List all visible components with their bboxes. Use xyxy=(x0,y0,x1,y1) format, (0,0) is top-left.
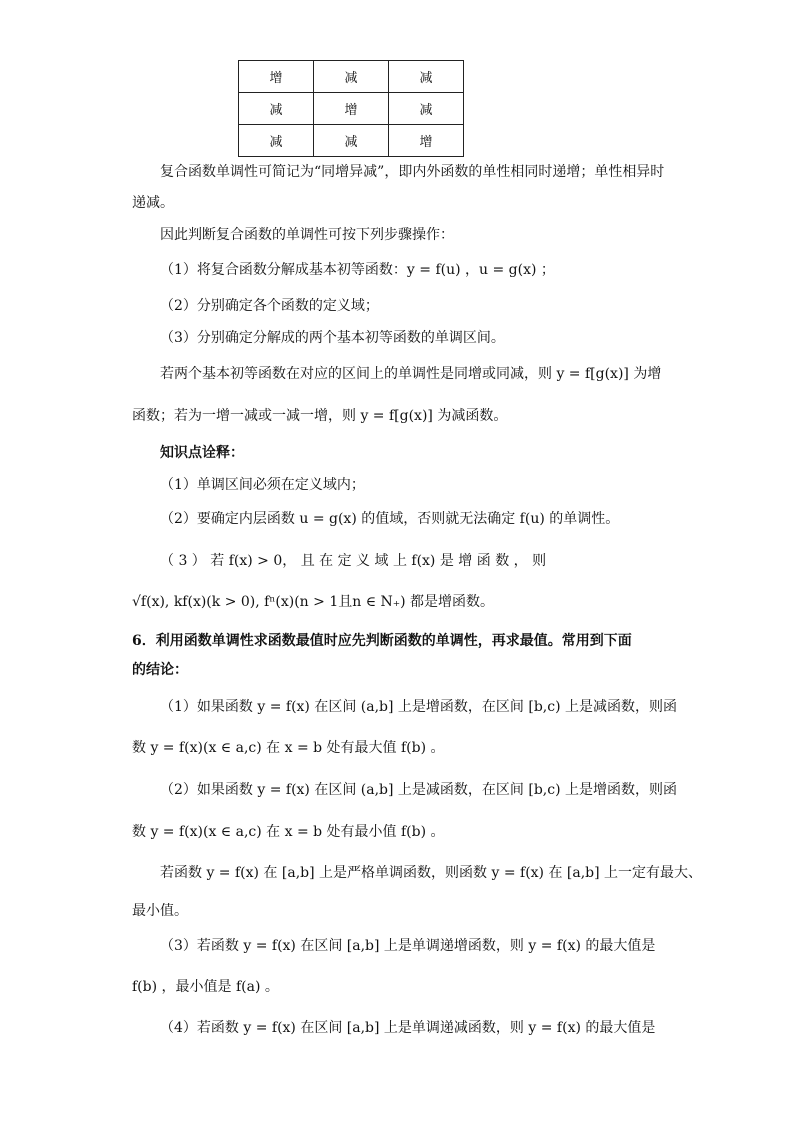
paragraph-line: 复合函数单调性可简记为“同增异减”，即内外函数的单性相同时递增；单性相异时 xyxy=(160,164,665,180)
step-item: （1）将复合函数分解成基本初等函数：y = f(u) ，u = g(x) ； xyxy=(160,262,555,278)
step-item: （2）分别确定各个函数的定义域； xyxy=(160,298,379,314)
table-cell: 减 xyxy=(389,61,464,93)
conclusion-item: （2）如果函数 y = f(x) 在区间 (a,b] 上是减函数，在区间 [b,c) 上是增函数，则函 xyxy=(160,782,678,798)
paragraph-line: 递减。 xyxy=(132,195,174,211)
conclusion-item: （3）若函数 y = f(x) 在区间 [a,b] 上是单调递增函数，则 y = f(x) 的最大值是 xyxy=(160,938,656,954)
table-cell: 增 xyxy=(389,125,464,157)
monotonicity-table xyxy=(238,60,464,157)
table-row xyxy=(239,61,464,93)
paragraph-line: 函数；若为一增一减或一减一增，则 y = f[g(x)] 为减函数。 xyxy=(132,408,508,424)
paragraph-line: 数 y = f(x)(x ∈ a,c) 在 x = b 处有最大值 f(b) 。 xyxy=(132,740,445,756)
paragraph-line: 数 y = f(x)(x ∈ a,c) 在 x = b 处有最小值 f(b) 。 xyxy=(132,824,445,840)
paragraph-line: 最小值。 xyxy=(132,903,188,919)
table-cell: 减 xyxy=(314,125,389,157)
paragraph-line: f(b) ，最小值是 f(a) 。 xyxy=(132,979,279,995)
table-cell: 增 xyxy=(239,61,314,93)
table-cell: 减 xyxy=(389,93,464,125)
note-item: （1）单调区间必须在定义域内； xyxy=(160,477,365,493)
table-cell: 增 xyxy=(314,93,389,125)
formula-line: √f(x), kf(x)(k > 0), fⁿ(x)(n > 1且n ∈ N₊) 都是增函数。 xyxy=(132,594,495,610)
note-item: （ 3 ） 若 f(x) > 0， 且 在 定 义 域 上 f(x) 是 增 函 数 ， 则 xyxy=(160,553,547,569)
table-row xyxy=(239,125,464,157)
paragraph-line: 若两个基本初等函数在对应的区间上的单调性是同增或同减，则 y = f[g(x)] 为增 xyxy=(160,366,662,382)
table-cell: 减 xyxy=(314,61,389,93)
conclusion-item: （1）如果函数 y = f(x) 在区间 (a,b] 上是增函数，在区间 [b,c) 上是减函数，则函 xyxy=(160,699,678,715)
table-cell: 减 xyxy=(239,93,314,125)
section-heading: 的结论： xyxy=(132,662,188,678)
table-cell: 减 xyxy=(239,125,314,157)
section-heading: 知识点诠释： xyxy=(160,445,244,461)
table-row xyxy=(239,93,464,125)
section-heading: 6．利用函数单调性求函数最值时应先判断函数的单调性，再求最值。常用到下面 xyxy=(132,633,632,649)
paragraph-line: 若函数 y = f(x) 在 [a,b] 上是严格单调函数，则函数 y = f(x) 在 [a,b] 上一定有最大、 xyxy=(160,865,703,881)
conclusion-item: （4）若函数 y = f(x) 在区间 [a,b] 上是单调递减函数，则 y = f(x) 的最大值是 xyxy=(160,1020,656,1036)
note-item: （2）要确定内层函数 u = g(x) 的值域，否则就无法确定 f(u) 的单调性。 xyxy=(160,511,620,527)
step-item: （3）分别确定分解成的两个基本初等函数的单调区间。 xyxy=(160,330,505,346)
paragraph-line: 因此判断复合函数的单调性可按下列步骤操作： xyxy=(160,227,454,243)
